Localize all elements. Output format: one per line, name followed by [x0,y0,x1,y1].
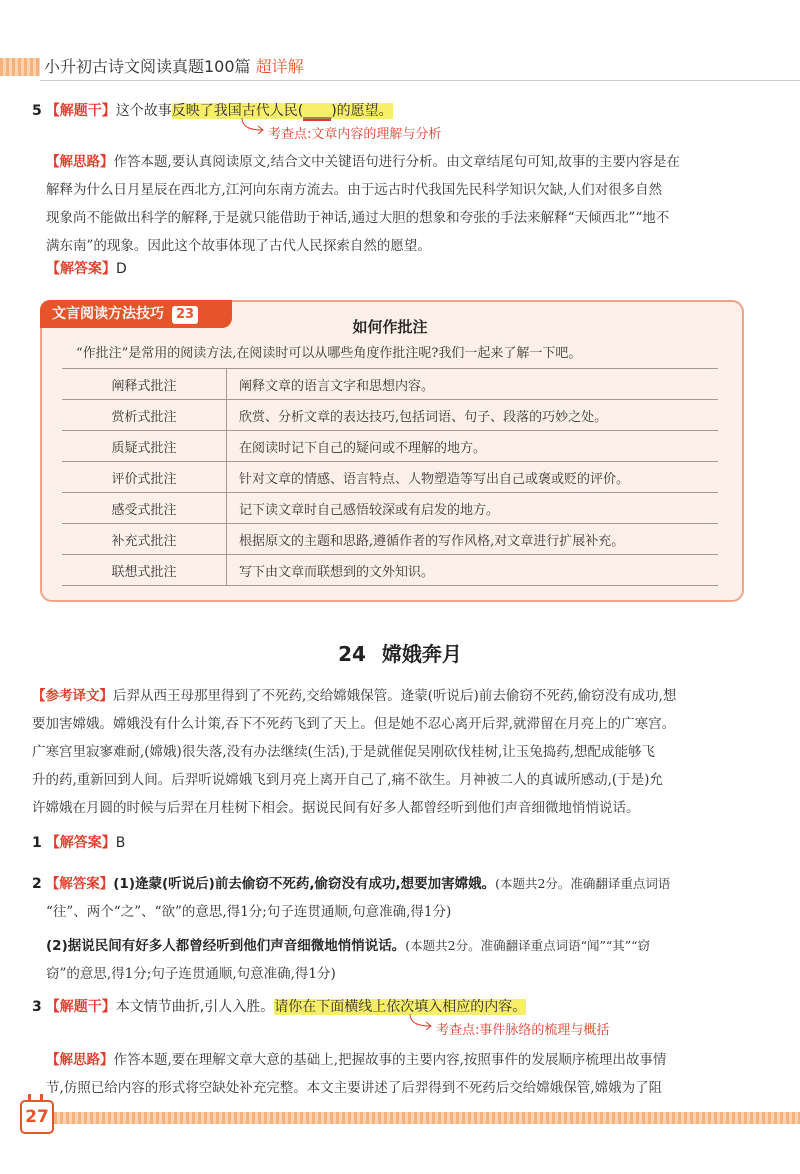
kaodian-arrow [406,1012,436,1034]
table-row: 赏析式批注 欣赏、分析文章的表达技巧,包括词语、句子、段落的巧妙之处。 [62,400,718,431]
question-1-answer: 1 【解答案】B [32,835,126,851]
table-row: 联想式批注 写下由文章而联想到的文外知识。 [62,555,718,586]
q3-kaodian: 考查点:事件脉络的梳理与概括 [436,1023,610,1038]
q5-kaodian: 考查点:文章内容的理解与分析 [268,127,442,142]
question-2-answer: 2 【解答案】(1)逄蒙(听说后)前去偷窃不死药,偷窃没有成功,想要加害嫦娥。(本题共2分。准确翻译重点词语 “往”、两个“之”、“欲”的意思,得1分;句子连贯通顺,句意准确,得1分) (2)据说民间有好多人都曾经听到他们声音细微地悄悄说话。(本题共2分。准确翻译重点词语“闻”“其”“窃 窃”的意思,得1分;句子连贯通顺,句意准确,得1分) [32,876,671,982]
method-box-title: 如何作批注 [352,318,428,336]
translation: 【参考译文】后羿从西王母那里得到了不死药,交给嫦娥保管。逄蒙(听说后)前去偷窃不死药,偷窃没有成功,想 要加害嫦娥。嫦娥没有什么计策,吞下不死药飞到了天上。但是她不忍心离开后羿,就滞留在月亮上的广寒宫。 广寒宫里寂寥难耐,(嫦娥)很失落,没有办法继续(生活),于是就催促吴刚砍伐桂树,让玉兔捣药,想配成能够飞 升的药,重新回到人间。后羿听说嫦娥飞到月亮上离开自己了,痛不欲生。月神被二人的真诚所感动,(于是)允 许嫦娥在月圆的时候与后羿在月桂树下相会。据说民间有好多人都曾经听到他们声音细微地悄悄说话。 [32,688,677,816]
book-title: 小升初古诗文阅读真题100篇 超详解 [44,57,304,76]
table-row: 补充式批注 根据原文的主题和思路,遵循作者的写作风格,对文章进行扩展补充。 [62,524,718,555]
method-box-tab: 文言阅读方法技巧 23 [40,300,232,328]
q5-silu: 【解思路】作答本题,要认真阅读原文,结合文中关键语句进行分析。由文章结尾句可知,故事的主要内容是在 解释为什么日月星辰在西北方,江河向东南方流去。由于远古时代我国先民科学知识欠缺,人们对很多自然 现象尚不能做出科学的解释,于是就只能借助于神话,通过大胆的想象和夸张的手法来解释“天倾西北”“地不 满东南”的现象。因此这个故事体现了古代人民探索自然的愿望。 [46,154,680,254]
kaodian-arrow [238,116,268,138]
table-row: 感受式批注 记下读文章时自己感悟较深或有启发的地方。 [62,493,718,524]
header-decoration [0,58,40,76]
q5-highlight: 反映了我国古代人民(____)的愿望。 [171,103,393,119]
table-row: 阐释式批注 阐释文章的语言文字和思想内容。 [62,369,718,400]
page-number: 27 [20,1100,54,1134]
q5-answer: 【解答案】D [46,261,127,277]
q3-silu: 【解思路】作答本题,要在理解文章大意的基础上,把握故事的主要内容,按照事件的发展顺序梳理出故事情 节,仿照已给内容的形式将空缺处补充完整。本文主要讲述了后羿得到不死药后交给嫦娥保管,嫦娥为了阻 [46,1052,667,1096]
section-title: 24 嫦娥奔月 [338,642,462,666]
method-table [62,368,718,586]
book-title-accent: 超详解 [255,57,304,76]
method-box-intro: “作批注”是常用的阅读方法,在阅读时可以从哪些角度作批注呢?我们一起来了解一下吧。 [76,346,582,361]
footer-decoration [54,1112,800,1124]
q3-highlight: 请你在下面横线上依次填入相应的内容。 [274,999,527,1015]
question-5-stem: 5 【解题干】这个故事反映了我国古代人民(____)的愿望。 [32,103,393,119]
table-row: 评价式批注 针对文章的情感、语言特点、人物塑造等写出自己或褒或贬的评价。 [62,462,718,493]
table-row: 质疑式批注 在阅读时记下自己的疑问或不理解的地方。 [62,431,718,462]
question-3-stem: 3 【解题干】本文情节曲折,引人入胜。请你在下面横线上依次填入相应的内容。 [32,999,527,1015]
header-divider [40,80,800,81]
